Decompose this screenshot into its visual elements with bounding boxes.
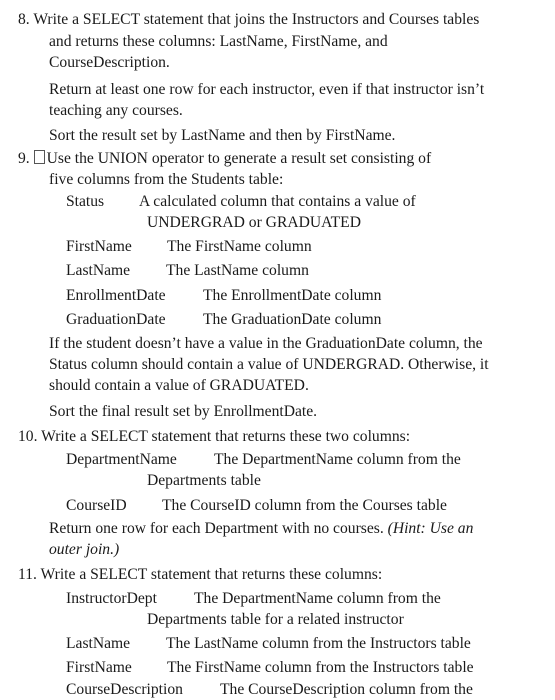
q8-p3: Sort the result set by LastName and then by FirstName. xyxy=(49,127,396,144)
q9-text-1: Use the UNION operator to generate a result set consisting of xyxy=(46,150,432,167)
q9-col-desc-enrollmentdate: The EnrollmentDate column xyxy=(203,287,382,304)
q8-number: 8. xyxy=(18,11,30,28)
q11-col-desc-coursedescription: The CourseDescription column from the xyxy=(220,681,473,698)
q9-text-2: five columns from the Students table: xyxy=(49,171,284,188)
q9-col-name-firstname: FirstName xyxy=(66,238,132,255)
q8-p2-1: Return at least one row for each instructor, even if that instructor isn’t xyxy=(49,81,485,98)
q10-number: 10. xyxy=(18,428,38,445)
q10-p2-text: Return one row for each Department with no courses. xyxy=(49,520,384,537)
q10-hint-2: outer join.) xyxy=(49,541,120,558)
q11-col-name-coursedescription: CourseDescription xyxy=(66,681,183,698)
q9-col-name-graduationdate: GraduationDate xyxy=(66,311,166,328)
q11-col-name-instructordept: InstructorDept xyxy=(66,590,157,607)
q9-p2-2: Status column should contain a value of UNDERGRAD. Otherwise, it xyxy=(49,356,489,373)
q11-line-1 xyxy=(18,564,382,585)
q10-p2-1 xyxy=(49,518,473,539)
checkbox-glyph-icon xyxy=(34,150,45,164)
q10-text-1: Write a SELECT statement that returns these two columns: xyxy=(41,428,411,445)
q9-col-desc-firstname: The FirstName column xyxy=(167,238,312,255)
q11-col-desc-lastname: The LastName column from the Instructors table xyxy=(166,635,471,652)
q11-col-desc-instructordept: The DepartmentName column from the xyxy=(194,590,441,607)
q9-col-desc-lastname: The LastName column xyxy=(166,262,309,279)
q10-col-desc-courseid: The CourseID column from the Courses table xyxy=(162,497,447,514)
q11-col-desc-firstname: The FirstName column from the Instructors table xyxy=(167,659,474,676)
q9-line-1 xyxy=(18,148,431,169)
q9-p3: Sort the final result set by EnrollmentDate. xyxy=(49,403,318,420)
q9-col-name-lastname: LastName xyxy=(66,262,131,279)
q8-text-2: and returns these columns: LastName, FirstName, and xyxy=(49,33,388,50)
q10-col-name-courseid: CourseID xyxy=(66,497,127,514)
q11-number: 11. xyxy=(18,566,37,583)
q9-col-desc-graduationdate: The GraduationDate column xyxy=(203,311,382,328)
q10-col-desc-departmentname: The DepartmentName column from the xyxy=(214,451,461,468)
q10-hint-1: (Hint: Use an xyxy=(387,520,474,537)
q8-text-3: CourseDescription. xyxy=(49,54,170,71)
q10-col-name-departmentname: DepartmentName xyxy=(66,451,177,468)
q9-col-name-status: Status xyxy=(66,193,105,210)
q9-p2-1: If the student doesn’t have a value in the GraduationDate column, the xyxy=(49,335,483,352)
q11-col-desc2-instructordept: Departments table for a related instructor xyxy=(147,611,404,628)
q9-number: 9. xyxy=(18,150,30,167)
q11-col-name-lastname: LastName xyxy=(66,635,131,652)
q9-col-desc2-status: UNDERGRAD or GRADUATED xyxy=(147,214,361,231)
q11-text-1: Write a SELECT statement that returns these columns: xyxy=(40,566,383,583)
q8-line-1 xyxy=(18,9,479,30)
q9-col-desc-status: A calculated column that contains a value of xyxy=(139,193,416,210)
q9-p2-3: should contain a value of GRADUATED. xyxy=(49,377,309,394)
q10-col-desc2-departmentname: Departments table xyxy=(147,472,261,489)
q8-p2-2: teaching any courses. xyxy=(49,102,183,119)
q9-col-name-enrollmentdate: EnrollmentDate xyxy=(66,287,166,304)
q8-text-1: Write a SELECT statement that joins the Instructors and Courses tables xyxy=(33,11,480,28)
q11-col-name-firstname: FirstName xyxy=(66,659,132,676)
q10-line-1 xyxy=(18,426,410,447)
